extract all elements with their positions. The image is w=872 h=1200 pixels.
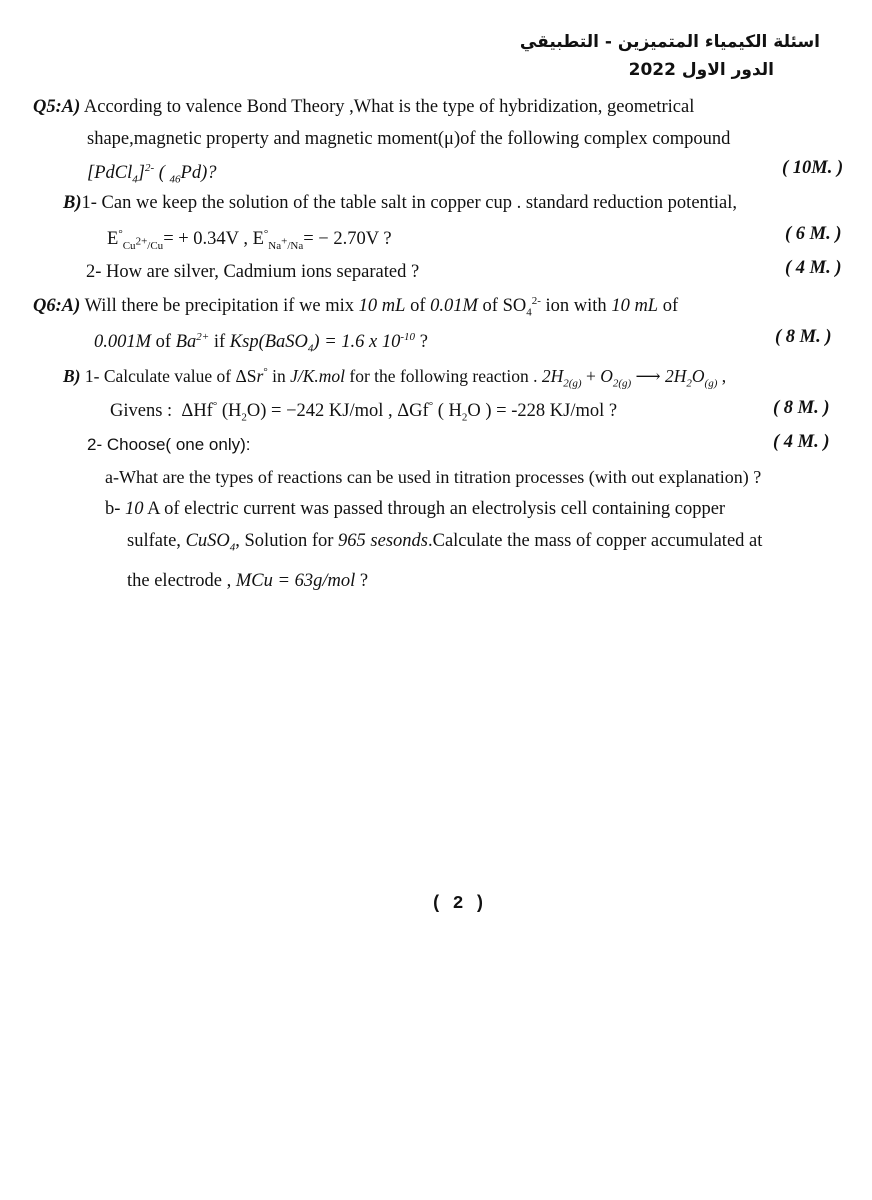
q6-b1-givens: Givens : ΔHf° $(H_2O) = -242$ KJ/mol , ΔGf° ( $H_2O$ ) = -228 KJ/mol ? — [110, 399, 618, 424]
q6-a-line1: Q6:A) Will there be precipitation if we mix 10 mL of 0.01M of $SO_4^{2-}$ ion with 10 mL of — [33, 294, 679, 319]
q6-b2a-line: a-What are the types of reactions can be used in titration processes (with out explanation) ? — [105, 467, 762, 487]
q6-b2b-line2: sulfate, CuSO$_4$, Solution for 965 sesonds.Calculate the mass of copper accumulated at — [127, 531, 763, 554]
q5-a-text1: According to valence Bond Theory ,What is the type of hybridization, geometrical — [83, 97, 695, 117]
q6-b2b-line1: b- 10 A of electric current was passed through an electrolysis cell containing copper — [105, 499, 726, 519]
q6-b2-line: 2- Choose( one only): — [87, 435, 251, 454]
header-title: اسئلة الكيمياء المتميزين - التطبيقي — [519, 32, 820, 52]
q6-a-marks: ( 8 M. ) — [775, 327, 832, 347]
q5-b1-marks: ( 6 M. ) — [785, 224, 842, 244]
q6-b1-line: B) 1- Calculate value of ΔSr° in J/K.mol for the following reaction . $2H_{2(g)} + O_{2(g)}$ ⟶ $2H_2O_{(g)}$ , — [63, 366, 727, 390]
q5-a-line2: shape,magnetic property and magnetic moment(μ)of the following complex compound — [87, 129, 731, 149]
q6-label: Q6:A) — [33, 296, 81, 316]
q5-b2-marks: ( 4 M. ) — [785, 258, 842, 278]
q6-b2b-line3: the electrode , MCu = 63g/mol ? — [127, 571, 369, 591]
page-number: ( 2 ) — [430, 894, 485, 914]
q6-b1-marks: ( 8 M. ) — [773, 398, 830, 418]
q5-b1-text: 1- Can we keep the solution of the table salt in copper cup . standard reduction potential, — [81, 193, 738, 213]
q5-a-marks: ( 10M. ) — [782, 158, 844, 178]
q6-b2-marks: ( 4 M. ) — [773, 432, 830, 452]
q6-a-line2: 0.001M of $Ba^{2+}$ if Ksp(BaSO$_4$) = 1.6 x $10^{-10}$ ? — [94, 330, 428, 355]
q5-b-label: B) — [63, 193, 82, 213]
q6-b-label: B) — [63, 366, 81, 386]
q5-a-line3: [PdCl$_4$]$^{2-}$ ( $_{46}$Pd)? — [87, 161, 217, 186]
q5-b1-line — [63, 191, 737, 215]
header-session: الدور الاول 2022 — [628, 60, 774, 80]
q5-label: Q5:A) — [33, 97, 81, 117]
q5-a-line1 — [33, 95, 694, 119]
q5-b1-given: $E^\circ_{Cu^{2+}/Cu}= + 0.34V$ , $E^\circ_{Na^+/Na}= - 2.70V$ ? — [107, 227, 392, 252]
q5-b2-line: 2- How are silver, Cadmium ions separated ? — [86, 262, 420, 282]
